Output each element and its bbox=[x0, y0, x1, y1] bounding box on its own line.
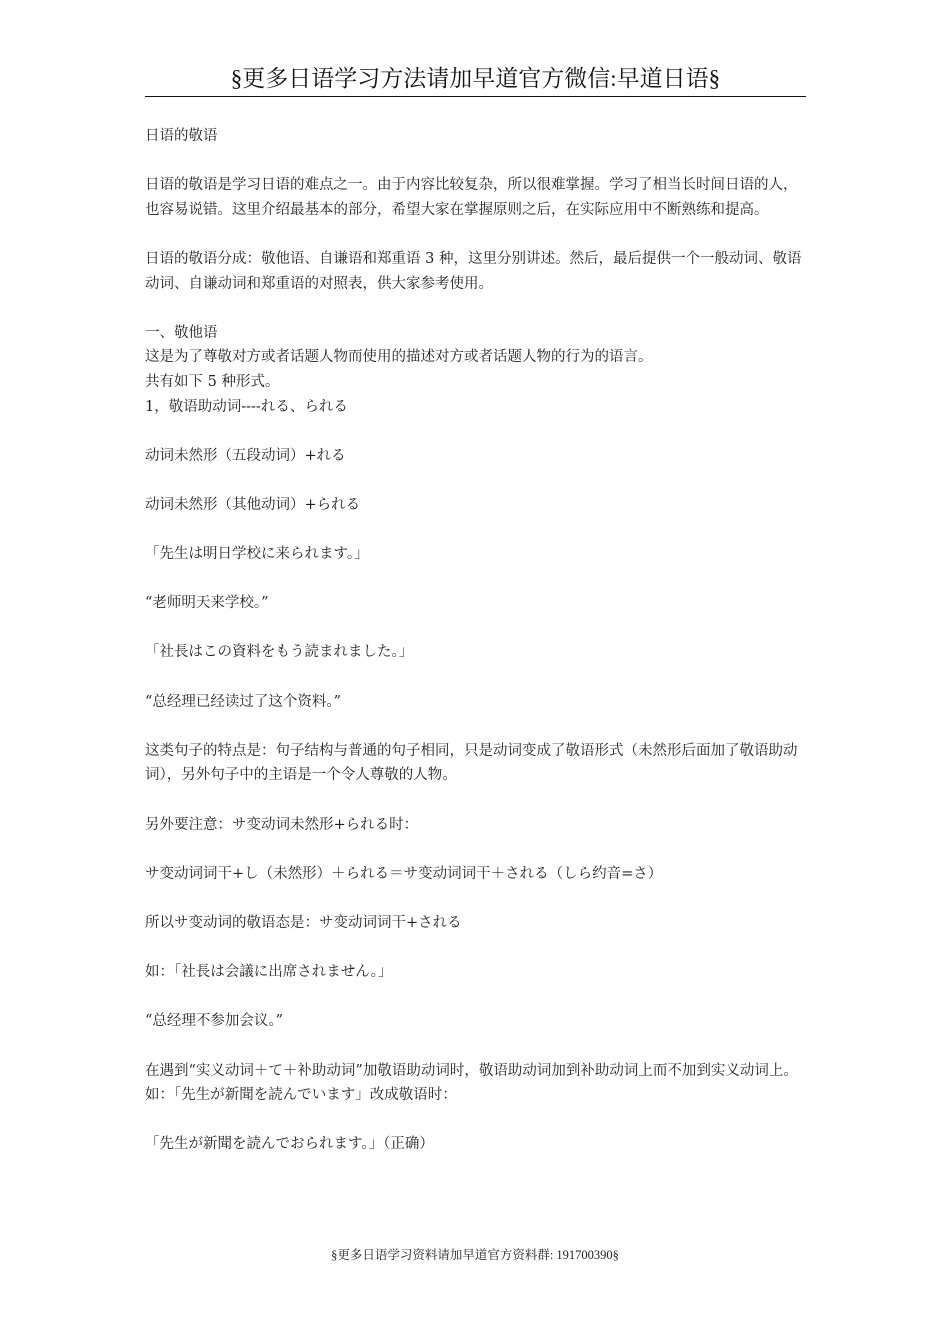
page-footer: §更多日语学习资料请加早道官方资料群: 191700390§ bbox=[331, 1248, 619, 1262]
header-rule bbox=[145, 96, 806, 97]
example-1-japanese: 「先生は明日学校に来られます。」 bbox=[145, 546, 369, 563]
auxiliary-verb-note: 在遇到“实义动词＋て＋补助动词”加敬语助动词时，敬语助动词加到补助动词上而不加到实义动词上。如：「先生が新聞を読んでいます」改成敬语时： bbox=[145, 1062, 798, 1104]
sahen-formula: サ变动词词干+し（未然形）＋られる＝サ变动词词干＋される（しら约音=さ） bbox=[145, 865, 663, 882]
rule-godan: 动词未然形（五段动词）+れる bbox=[145, 447, 346, 464]
section-heading: 一、敬他语 bbox=[145, 324, 218, 341]
sahen-result: 所以サ变动词的敬语态是：サ变动词词干+される bbox=[145, 915, 462, 931]
document-body bbox=[145, 124, 809, 1182]
intro-paragraph-1: 日语的敬语是学习日语的难点之一。由于内容比较复杂，所以很难掌握。学习了相当长时间日语的人，也容易说错。这里介绍最基本的部分，希望大家在掌握原则之后，在实际应用中不断熟练和提高。 bbox=[145, 177, 798, 218]
example-2-japanese: 「社長はこの資料をもう読まれました。」 bbox=[145, 644, 414, 661]
section-forms-count: 共有如下 5 种形式。 bbox=[145, 373, 280, 390]
page-header-title: §更多日语学习方法请加早道官方微信:早道日语§ bbox=[230, 66, 721, 91]
example-1-chinese: “老师明天来学校。” bbox=[145, 595, 269, 612]
example-3-chinese: “总经理不参加会议。” bbox=[145, 1013, 284, 1030]
section-description: 这是为了尊敬对方或者话题人物而使用的描述对方或者话题人物的行为的语言。 bbox=[145, 349, 653, 366]
feature-note: 这类句子的特点是：句子结构与普通的句子相同，只是动词变成了敬语形式（未然形后面加了敬语助动词），另外句子中的主语是一个令人尊敬的人物。 bbox=[145, 742, 798, 784]
rule-other: 动词未然形（其他动词）+られる bbox=[145, 496, 361, 513]
document-title: 日语的敬语 bbox=[145, 128, 218, 144]
item-heading: 1，敬语助动词----れる、られる bbox=[145, 398, 348, 415]
intro-paragraph-2: 日语的敬语分成：敬他语、自谦语和郑重语 3 种，这里分别讲述。然后，最后提供一个一般动词、敬语动词、自谦动词和郑重语的对照表，供大家参考使用。 bbox=[145, 250, 802, 292]
example-2-chinese: “总经理已经读过了这个资料。” bbox=[145, 693, 342, 710]
example-4-japanese: 「先生が新聞を読んでおられます。」（正确） bbox=[145, 1136, 434, 1153]
sahen-note: 另外要注意：サ变动词未然形+られる时： bbox=[145, 816, 419, 833]
example-3-japanese: 如：「社長は会議に出席されません。」 bbox=[145, 964, 393, 981]
